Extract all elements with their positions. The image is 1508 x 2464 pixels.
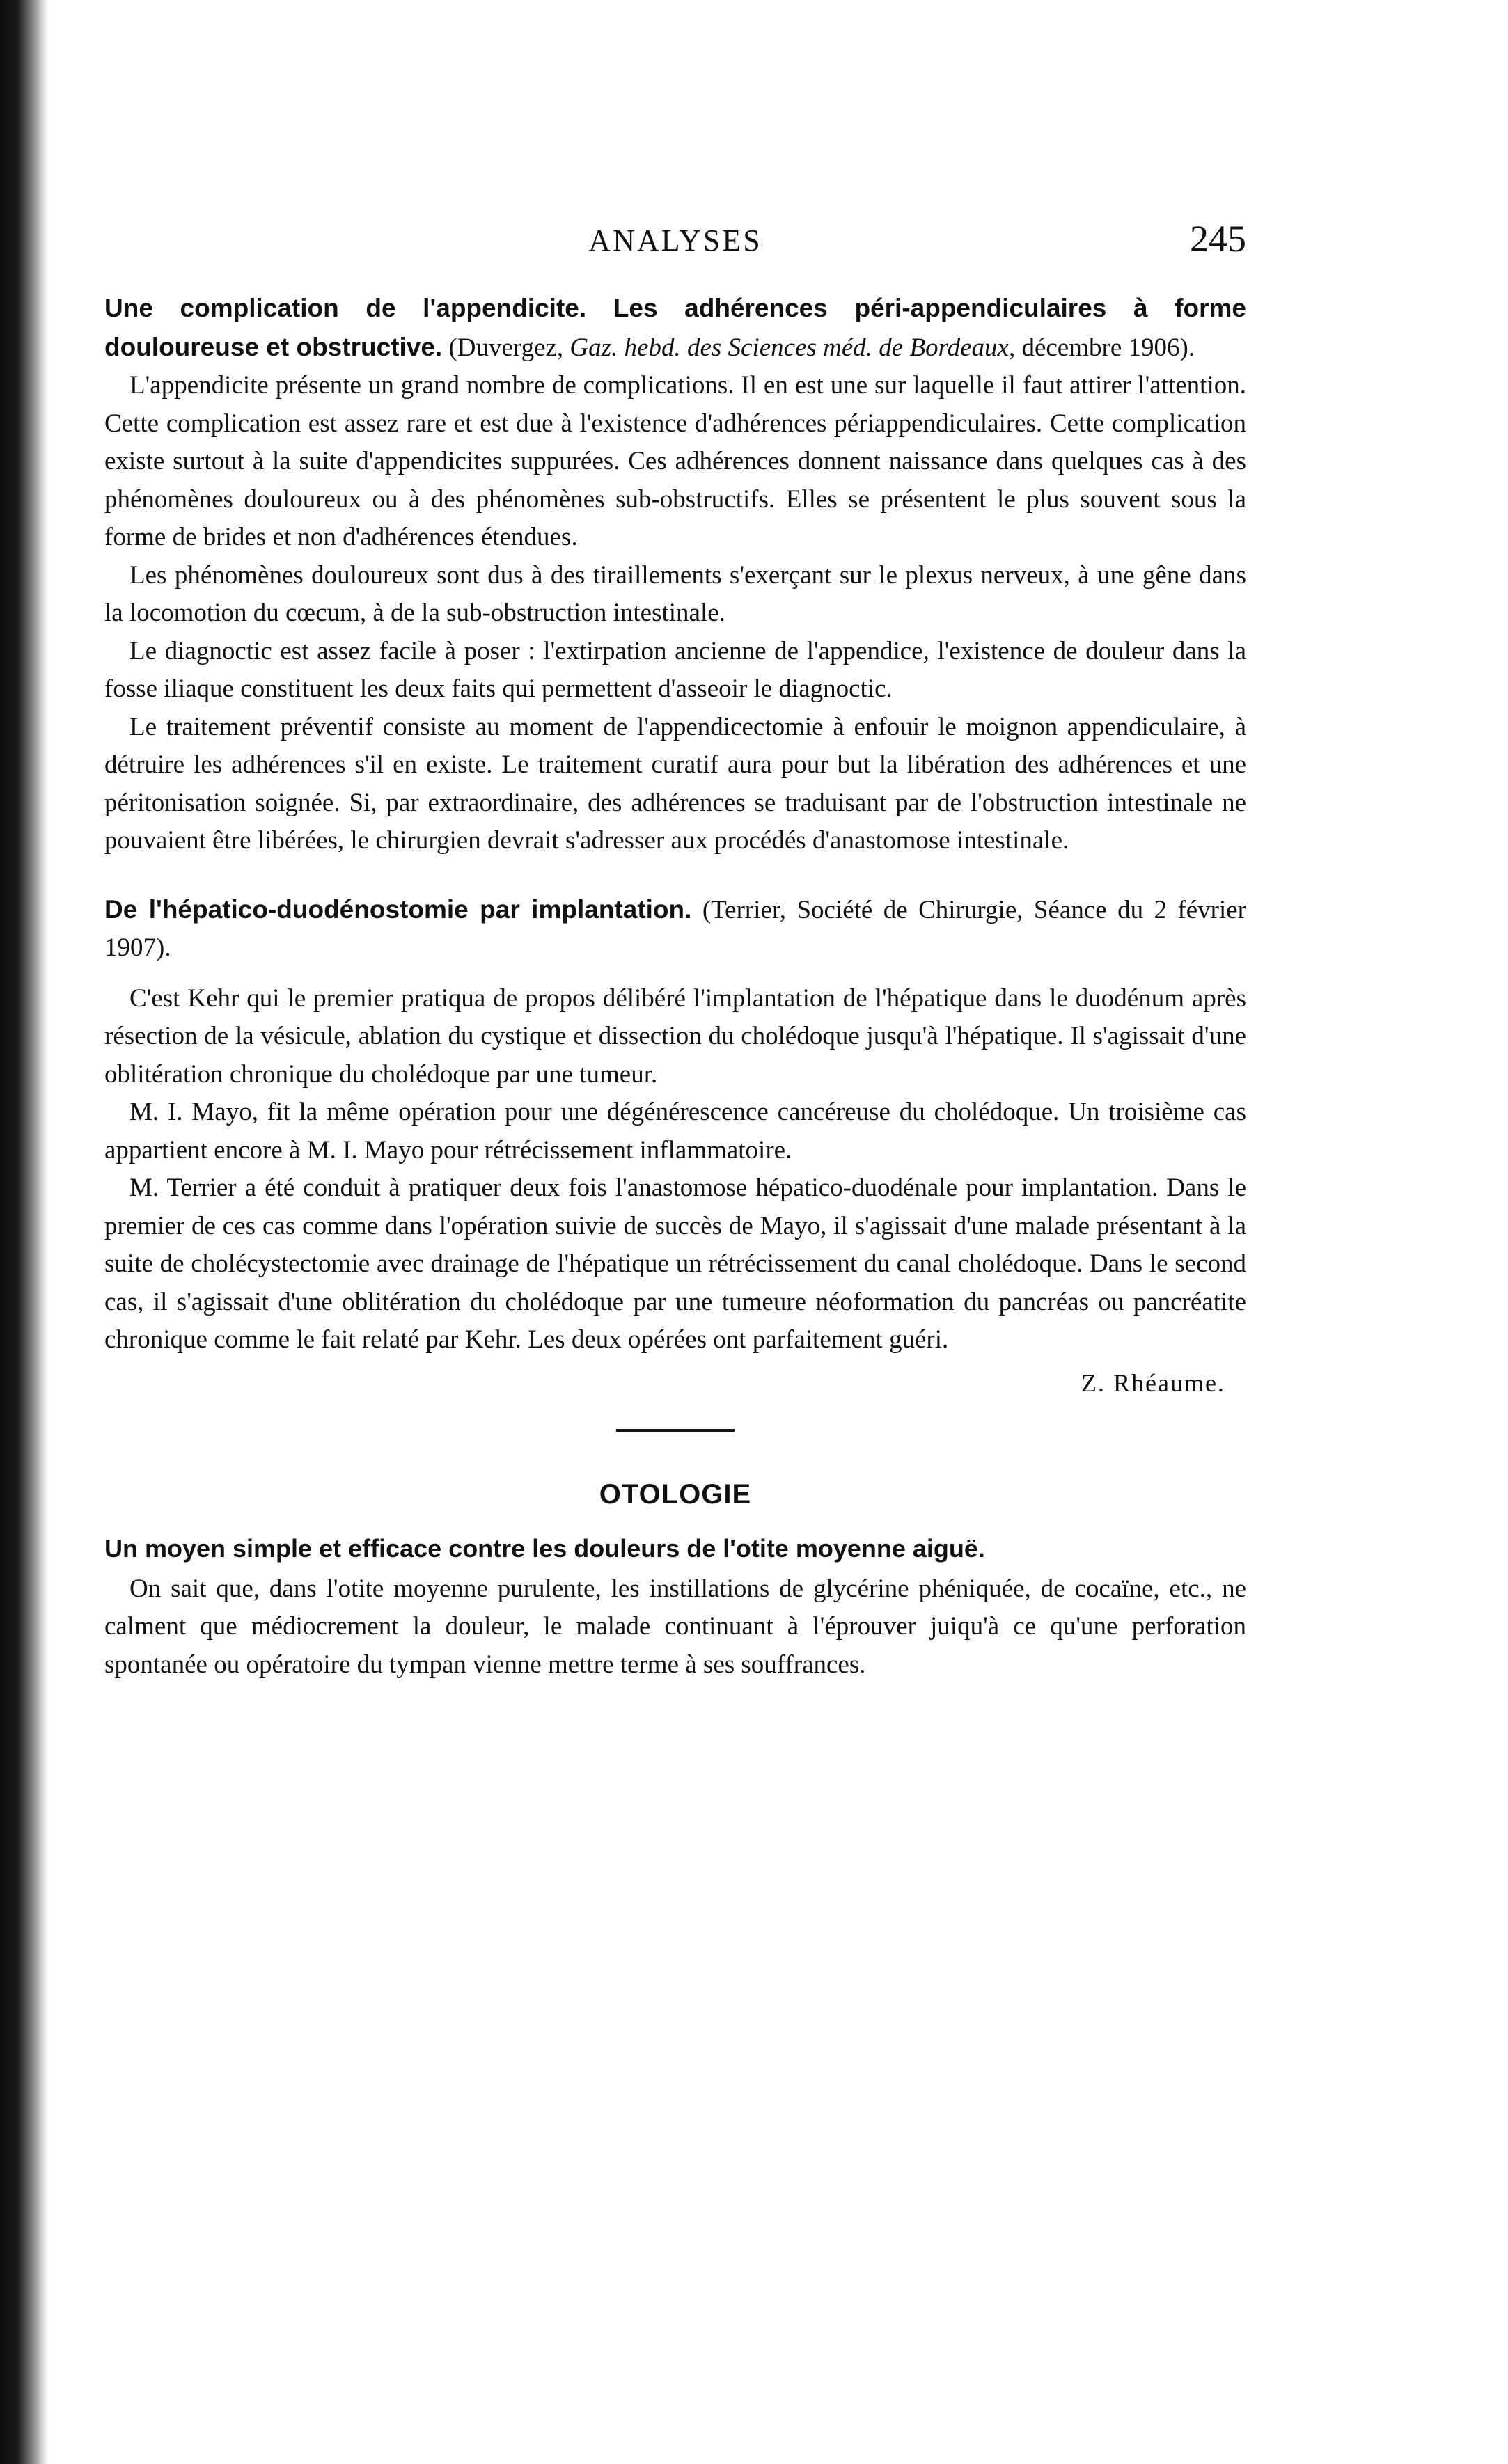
article-title-line [104, 891, 1246, 968]
article-appendicite [104, 290, 1246, 860]
paragraph: Les phénomènes douloureux sont dus à des tiraillements s'exerçant sur le plexus nerveux, à une gêne dans la locomotion du cœcum, à de la sub-obstruction intestinale. [104, 560, 1246, 627]
paragraph: M. I. Mayo, fit la même opération pour une dégénérescence cancéreuse du cholédoque. Un troisième cas appartient encore à M. I. Mayo pour rétrécissement inflammatoire. [104, 1098, 1246, 1164]
section-title: OTOLOGIE [599, 1478, 752, 1510]
article-otite [104, 1531, 1246, 1684]
paragraph: L'appendicite présente un grand nombre de complications. Il en est une sur laquelle il faut attirer l'attention. Cette complication est assez rare et est due à l'existence d'adhérences périappendiculaires. Cette complication existe surtout à la suite d'appendicites suppurées. Ces adhérences donnent naissance dans quelques cas à des phénomènes douloureux ou à des phénomènes sub-obstructifs. Elles se présentent le plus souvent sous la forme de brides et non d'adhérences étendues. [104, 371, 1246, 551]
running-head [104, 209, 1246, 264]
section-divider [616, 1429, 735, 1432]
article-title-line [104, 290, 1246, 367]
article-separator [104, 860, 1246, 891]
article-source: (Terrier, Société de Chirurgie, Séance du 2 février 1907). [104, 895, 1247, 962]
page-body [104, 209, 1246, 1684]
article-hepatico [104, 891, 1246, 1404]
author-signature: Z. Rhéaume. [1081, 1368, 1225, 1397]
article-title: Un moyen simple et efficace contre les douleurs de l'otite moyenne aiguë. [104, 1533, 985, 1563]
article-source-prefix: (Duvergez, [442, 333, 570, 362]
article-source-date: , décembre 1906). [1008, 333, 1195, 362]
page-number: 245 [1190, 218, 1246, 260]
paragraph: M. Terrier a été conduit à pratiquer deux fois l'anastomose hépatico-duodénale pour implantation. Dans le premier de ces cas comme dans l'opération suivie de succès de Mayo, il s'agissait d'une malade présentant à la suite de cholécystectomie avec drainage de l'hépatique un rétrécissement du canal cholédoque. Dans le second cas, il s'agissait d'une oblitération du cholédoque par une tumeure néoformation du pancréas ou pancréatite chronique comme le fait relaté par Kehr. Les deux opérées ont parfaitement guéri. [104, 1174, 1246, 1354]
paragraph: On sait que, dans l'otite moyenne purulente, les instillations de glycérine phéniquée, de cocaïne, etc., ne calment que médiocrement la douleur, le malade continuant à l'éprouver juiqu'à ce qu'une perforation spontanée ou opératoire du tympan vienne mettre terme à ses souffrances. [104, 1574, 1246, 1679]
paragraph: C'est Kehr qui le premier pratiqua de propos délibéré l'implantation de l'hépatique dans le duodénum après résection de la vésicule, ablation du cystique et dissection du cholédoque jusqu'à l'hépatique. Il s'agissait d'une oblitération chronique du cholédoque par une tumeur. [104, 984, 1246, 1089]
scan-binding-edge [0, 0, 49, 2464]
paragraph: Le diagnoctic est assez facile à poser : l'extirpation ancienne de l'appendice, l'existence de douleur dans la fosse iliaque constituent les deux faits qui permettent d'asseoir le diagnoctic. [104, 636, 1246, 703]
article-title: De l'hépatico-duodénostomie par implantation. [104, 894, 692, 924]
article-title: Une complication de l'appendicite. Les adhérences péri-appendiculaires à forme douloureuse et obstructive. [104, 294, 1246, 361]
article-source-journal: Gaz. hebd. des Sciences méd. de Bordeaux [570, 333, 1009, 362]
running-title: ANALYSES [588, 223, 762, 258]
paragraph: Le traitement préventif consiste au moment de l'appendicectomie à enfouir le moignon appendiculaire, à détruire les adhérences s'il en existe. Le traitement curatif aura pour but la libération des adhérences et une péritonisation soignée. Si, par extraordinaire, des adhérences se traduisant par de l'obstruction intestinale ne pouvaient être libérées, le chirurgien devrait s'adresser aux procédés d'anastomose intestinale. [104, 712, 1246, 855]
